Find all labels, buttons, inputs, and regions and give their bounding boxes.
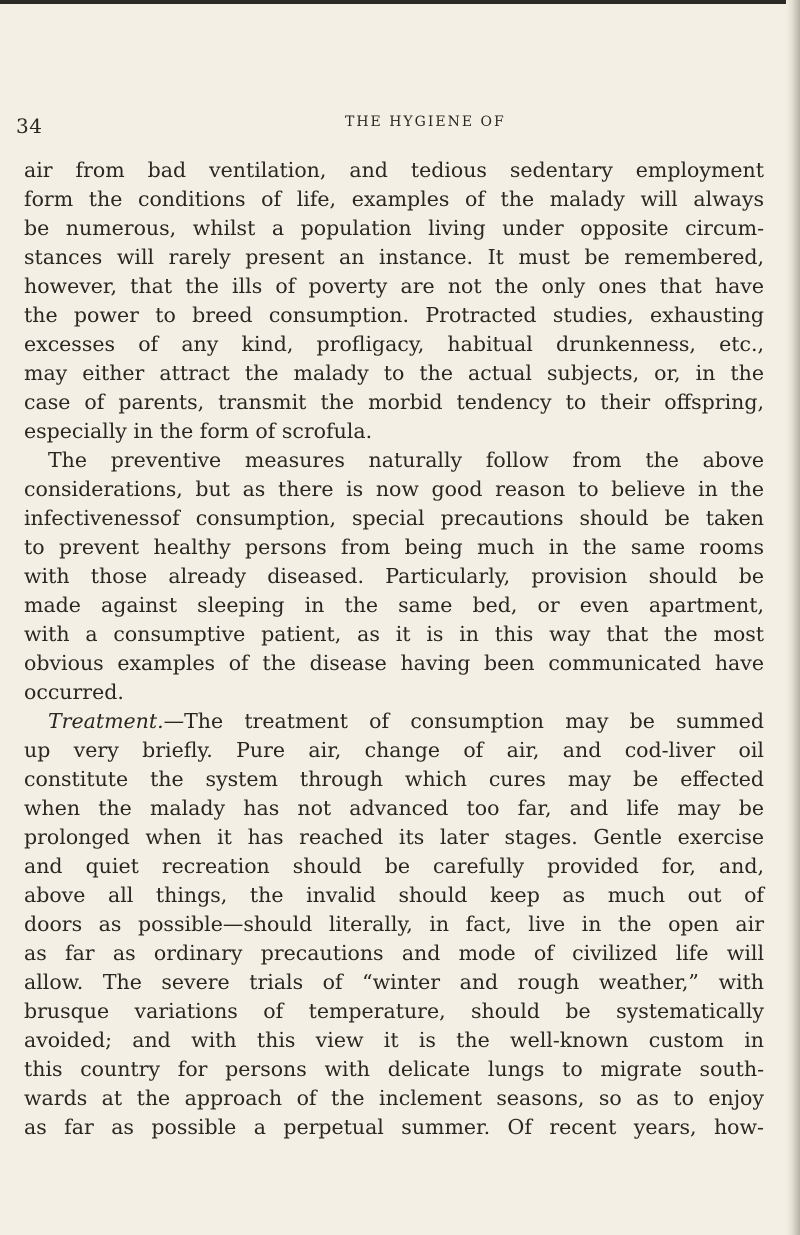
text-line: the power to breed consumption. Protracted studies, exhausting (24, 303, 764, 327)
text-line: avoided; and with this view it is the well-known custom in (24, 1028, 764, 1052)
text-line: air from bad ventilation, and tedious sedentary employment (24, 158, 764, 182)
text-line: as far as ordinary precautions and mode of civilized life will (24, 941, 764, 965)
text-line: brusque variations of temperature, should be systematically (24, 999, 764, 1023)
text-line: when the malady has not advanced too far, and life may be (24, 796, 764, 820)
treatment-line-text: The treatment of consumption may be summed (184, 709, 764, 733)
text-line: up very briefly. Pure air, change of air, and cod-liver oil (24, 738, 764, 762)
treatment-paragraph-start-line (24, 707, 764, 736)
text-line: stances will rarely present an instance. It must be remembered, (24, 245, 764, 269)
page-right-edge-shadow (786, 0, 800, 1235)
paragraph-start-line: The preventive measures naturally follow from the above (48, 448, 764, 472)
text-line: case of parents, transmit the morbid tendency to their offspring, (24, 390, 764, 414)
treatment-heading: Treatment.— (48, 709, 185, 733)
text-line: constitute the system through which cures may be effected (24, 767, 764, 791)
text-line: excesses of any kind, profligacy, habitual drunkenness, etc., (24, 332, 764, 356)
paragraph-end-line: occurred. (24, 680, 124, 704)
text-line: with those already diseased. Particularly, provision should be (24, 564, 764, 588)
text-line: however, that the ills of poverty are not the only ones that have (24, 274, 764, 298)
text-line: infectivenessof consumption, special precautions should be taken (24, 506, 764, 530)
text-line: may either attract the malady to the actual subjects, or, in the (24, 361, 764, 385)
page-top-edge (0, 0, 800, 4)
text-line: allow. The severe trials of “winter and rough weather,” with (24, 970, 764, 994)
paragraph-end-line: especially in the form of scrofula. (24, 419, 373, 443)
text-line: to prevent healthy persons from being much in the same rooms (24, 535, 764, 559)
text-line: obvious examples of the disease having been communicated have (24, 651, 764, 675)
body-text (24, 156, 764, 1142)
text-line: this country for persons with delicate lungs to migrate south- (24, 1057, 764, 1081)
text-line: considerations, but as there is now good reason to believe in the (24, 477, 764, 501)
text-line: wards at the approach of the inclement seasons, so as to enjoy (24, 1086, 764, 1110)
text-line: doors as possible—should literally, in fact, live in the open air (24, 912, 764, 936)
text-line: be numerous, whilst a population living under opposite circum- (24, 216, 764, 240)
text-line: form the conditions of life, examples of the malady will always (24, 187, 764, 211)
text-line: as far as possible a perpetual summer. Of recent years, how- (24, 1115, 764, 1139)
text-line: and quiet recreation should be carefully provided for, and, (24, 854, 764, 878)
running-head: THE HYGIENE OF (345, 114, 506, 130)
text-line: above all things, the invalid should keep as much out of (24, 883, 764, 907)
text-line: with a consumptive patient, as it is in this way that the most (24, 622, 764, 646)
page-number: 34 (16, 114, 43, 138)
text-line: prolonged when it has reached its later stages. Gentle exercise (24, 825, 764, 849)
text-line: made against sleeping in the same bed, or even apartment, (24, 593, 764, 617)
